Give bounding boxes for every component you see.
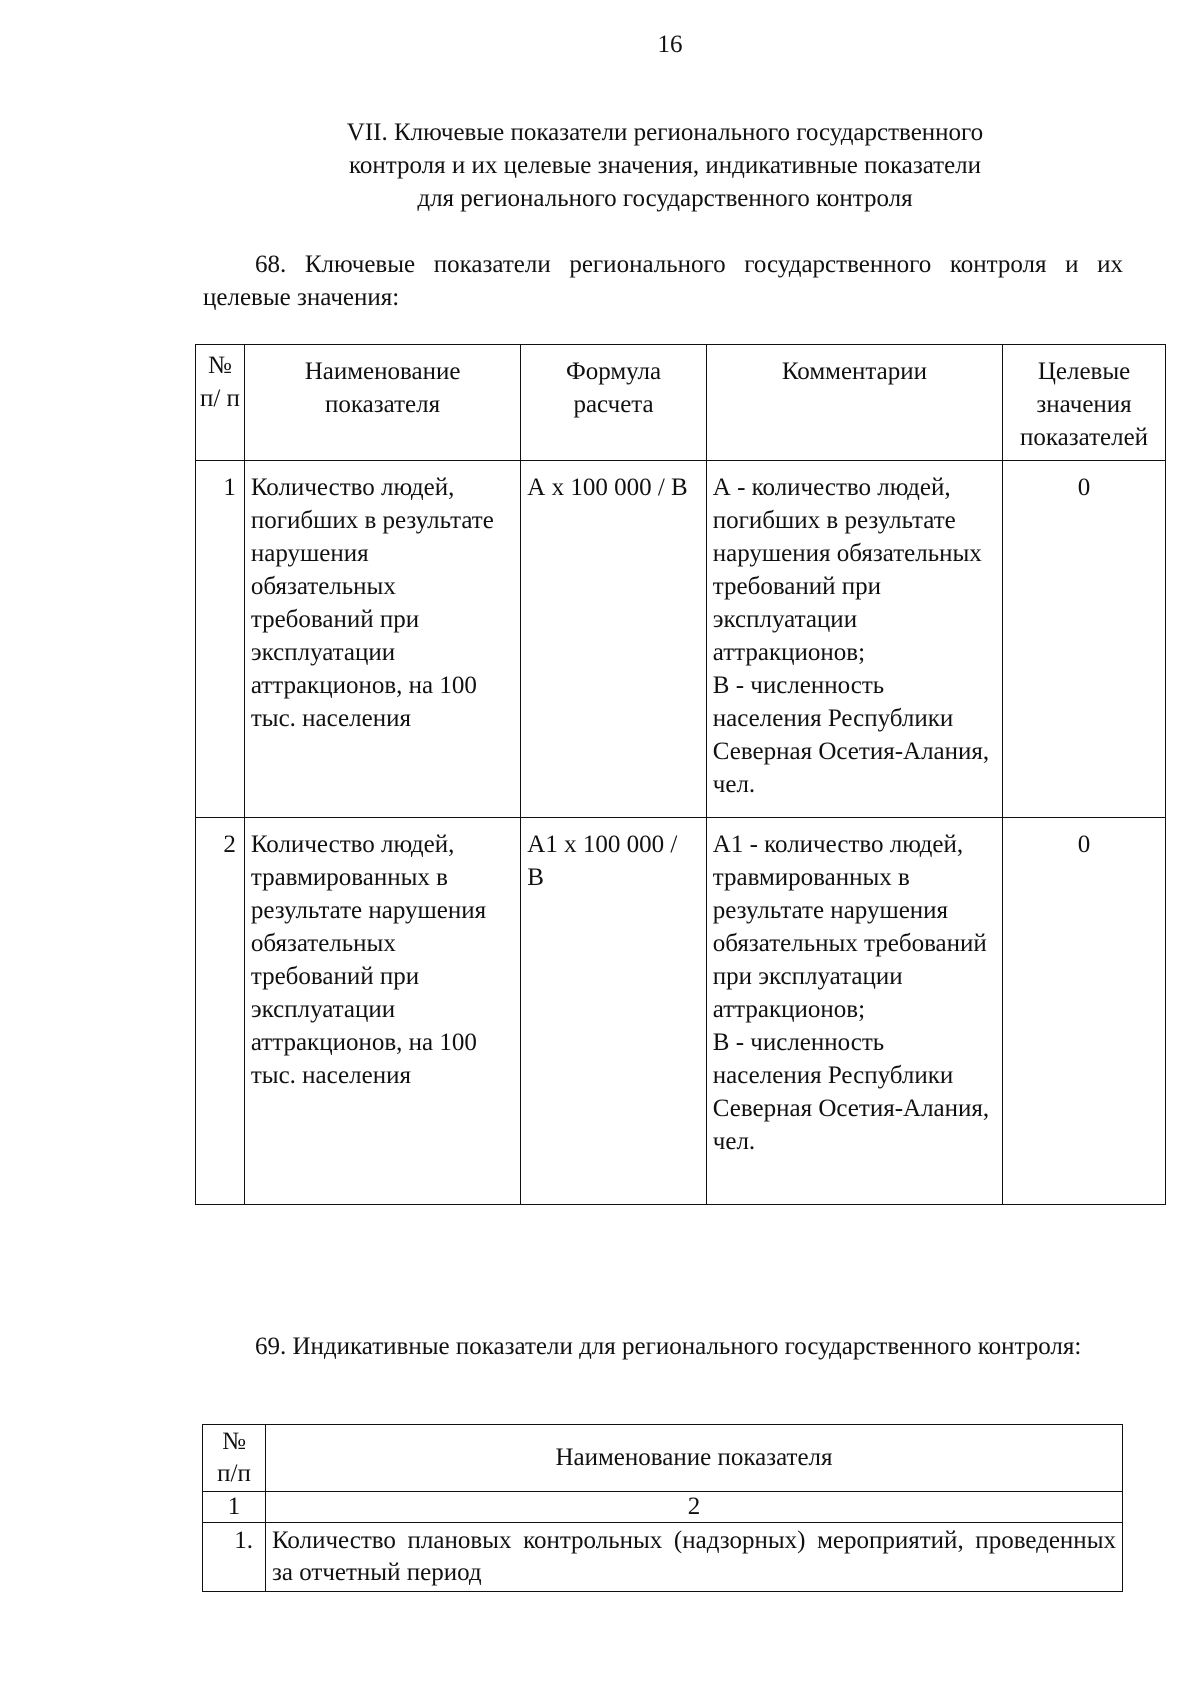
- header-comments: Комментарии: [706, 345, 1002, 461]
- column-number-row: [203, 1492, 1123, 1523]
- row-comment-line: В - численность населения Республики Северная Осетия-Алания, чел.: [712, 1029, 990, 1155]
- row-target: 0: [1003, 461, 1166, 818]
- row-comment: [706, 461, 1002, 818]
- section-title: [230, 116, 1100, 215]
- header-formula: Формула расчета: [521, 345, 706, 461]
- header-num: № п/ п: [196, 345, 245, 461]
- section-title-line: VII. Ключевые показатели регионального государственного: [346, 119, 984, 146]
- table-row: [203, 1523, 1123, 1592]
- row-num: 1.: [203, 1523, 266, 1592]
- row-formula: А1 х 100 000 / В: [521, 818, 706, 1205]
- table-row: [196, 461, 1166, 818]
- column-number: 2: [266, 1492, 1123, 1523]
- header-name: Наименование показателя: [244, 345, 520, 461]
- column-number: 1: [203, 1492, 266, 1523]
- page-number: 16: [657, 31, 683, 58]
- row-comment-line: В - численность населения Республики Северная Осетия-Алания, чел.: [712, 672, 990, 798]
- row-comment-line: А - количество людей, погибших в результате нарушения обязательных требований при эксплуатации аттракционов;: [712, 474, 982, 666]
- table-header-row: [203, 1425, 1123, 1492]
- table-header-row: [196, 345, 1166, 461]
- row-formula: А х 100 000 / В: [521, 461, 706, 818]
- table-row: [196, 818, 1166, 1205]
- paragraph-68: [203, 248, 1123, 314]
- indicative-indicators-table: [202, 1424, 1123, 1592]
- row-name: Количество людей, погибших в результате нарушения обязательных требований при эксплуатации аттракционов, на 100 тыс. населения: [244, 461, 520, 818]
- section-title-line: для регионального государственного контроля: [417, 185, 913, 212]
- row-target: 0: [1003, 818, 1166, 1205]
- row-num: 1: [196, 461, 245, 818]
- row-name: Количество людей, травмированных в результате нарушения обязательных требований при эксплуатации аттракционов, на 100 тыс. населения: [244, 818, 520, 1205]
- row-num: 2: [196, 818, 245, 1205]
- row-comment: [706, 818, 1002, 1205]
- row-comment-line: А1 - количество людей, травмированных в результате нарушения обязательных требований при эксплуатации аттракционов;: [712, 831, 987, 1023]
- header-num: № п/п: [203, 1425, 266, 1492]
- paragraph-69-text: 69. Индикативные показатели для регионального государственного контроля:: [255, 1333, 1082, 1360]
- row-name: Количество плановых контрольных (надзорных) мероприятий, проведенных за отчетный период: [266, 1523, 1123, 1592]
- paragraph-69: [203, 1330, 1123, 1363]
- key-indicators-table: [195, 344, 1166, 1205]
- header-target: Целевые значения показателей: [1003, 345, 1166, 461]
- section-title-line: контроля и их целевые значения, индикативные показатели: [348, 152, 982, 179]
- header-name: Наименование показателя: [266, 1425, 1123, 1492]
- paragraph-68-text: 68. Ключевые показатели регионального государственного контроля и их целевые значения:: [203, 251, 1123, 311]
